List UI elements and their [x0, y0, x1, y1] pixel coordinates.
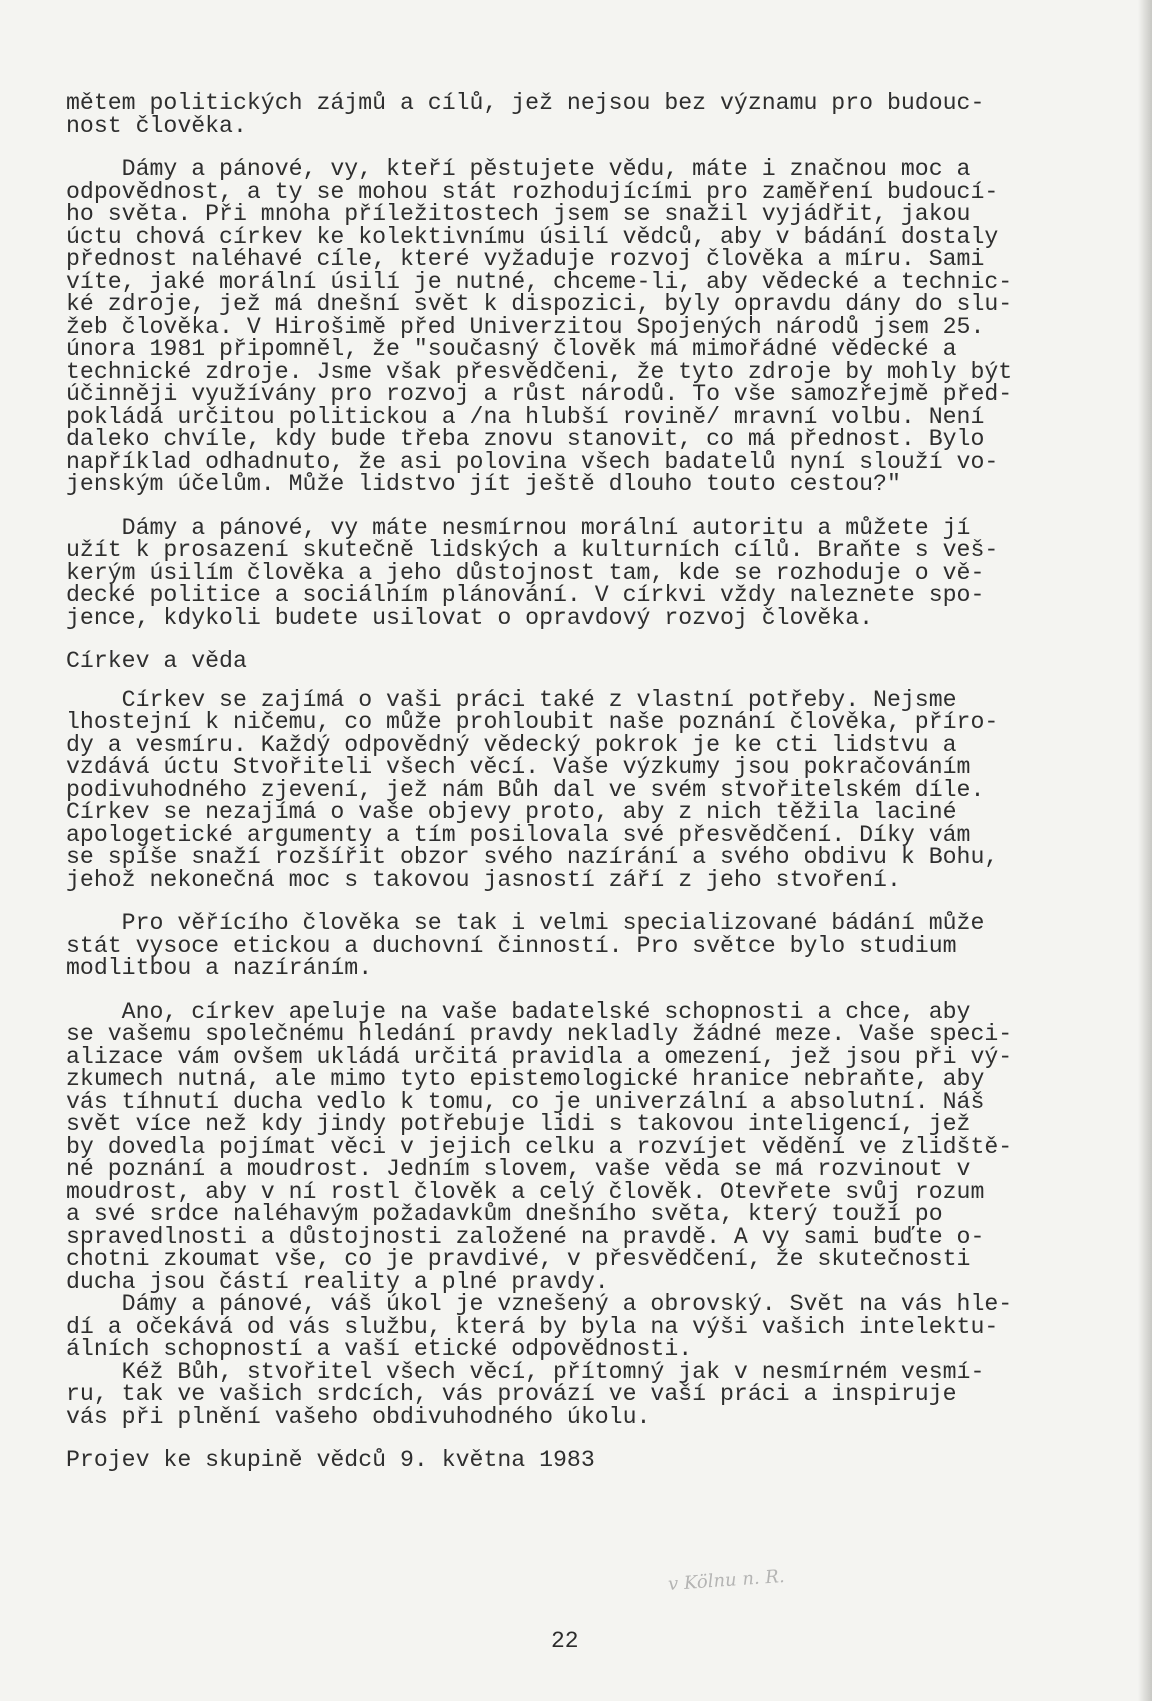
paragraph — [66, 92, 1106, 137]
text-line: stát vysoce etickou a duchovní činností. Pro světce bylo studium — [66, 932, 957, 959]
paragraph — [66, 158, 1106, 496]
paragraph-spacer — [66, 1428, 1106, 1449]
text-line: jenským účelům. Může lidstvo jít ještě dlouho touto cestou?" — [66, 471, 901, 497]
handwritten-annotation: v Kölnu n. R. — [667, 1565, 786, 1596]
text-line: vzdává úctu Stvořiteli všech věcí. Vaše výzkumy jsou pokračováním — [66, 754, 971, 780]
text-line: Církev se zajímá o vaši práci také z vlastní potřeby. Nejsme — [66, 686, 957, 713]
text-line: odpovědnost, a ty se mohou stát rozhodujícími pro zaměření budoucí- — [66, 178, 999, 205]
text-line: spravedlnosti a důstojnosti založené na pravdě. A vy sami buďte o- — [66, 1223, 985, 1250]
page-edge-shadow — [1138, 0, 1152, 1701]
text-line: álních schopností a vaší etické odpovědnosti. — [66, 1336, 693, 1362]
text-line: apologetické argumenty a tím posilovala své přesvědčení. Díky vám — [66, 821, 971, 848]
text-line: přednost naléhavé cíle, které vyžaduje rozvoj člověka a míru. Sami — [66, 246, 985, 272]
page-number: 22 — [551, 1628, 579, 1654]
paragraph-spacer — [66, 629, 1106, 650]
text-line: ru, tak ve vašich srdcích, vás provází ve vaší práci a inspiruje — [66, 1381, 957, 1407]
text-line: vás tíhnutí ducha vedlo k tomu, co je univerzální a absolutní. Náš — [66, 1088, 985, 1115]
text-line: podivuhodného zjevení, jež nám Bůh dal ve svém stvořitelském díle. — [66, 776, 985, 803]
text-line: jence, kdykoli budete usilovat o opravdový rozvoj člověka. — [66, 604, 874, 631]
paragraph — [66, 514, 1106, 631]
text-line: Dámy a pánové, vy, kteří pěstujete vědu, máte i značnou moc a — [66, 156, 971, 182]
text-line: Projev ke skupině vědců 9. května 1983 — [66, 1447, 595, 1473]
text-line: například odhadnuto, že asi polovina všech badatelů nyní slouží vo- — [66, 448, 999, 475]
paragraph-spacer — [66, 891, 1106, 912]
text-line: vás při plnění vašeho obdivuhodného úkolu. — [66, 1403, 651, 1430]
text-line: zkumech nutná, ale mimo tyto epistemologické hranice nebraňte, aby — [66, 1066, 985, 1092]
text-line: žeb člověka. V Hirošimě před Univerzitou Spojených národů jsem 25. — [66, 313, 985, 340]
text-line: února 1981 připomněl, že "současný člověk má mimořádné vědecké a — [66, 336, 957, 362]
paragraph — [66, 912, 1106, 980]
text-line: nost člověka. — [66, 112, 247, 139]
text-line: Kéž Bůh, stvořitel všech věcí, přítomný jak v nesmírném vesmí- — [66, 1358, 985, 1385]
text-line: by dovedla pojímat věci v jejich celku a rozvíjet vědění ve zlidště- — [66, 1133, 1013, 1160]
text-line: alizace vám ovšem ukládá určitá pravidla a omezení, jež jsou při vý- — [66, 1043, 1013, 1070]
text-line: né poznání a moudrost. Jedním slovem, vaše věda se má rozvinout v — [66, 1156, 971, 1182]
source-note — [66, 1449, 1106, 1472]
text-line: daleko chvíle, kdy bude třeba znovu stanovit, co má přednost. Bylo — [66, 426, 985, 452]
text-line: Církev se nezajímá o vaše objevy proto, aby z nich těžila laciné — [66, 799, 957, 825]
text-line: se vašemu společnému hledání pravdy nekladly žádné meze. Vaše speci- — [66, 1021, 1013, 1047]
text-line: chotni zkoumat vše, co je pravdivé, v přesvědčení, že skutečnosti — [66, 1246, 971, 1272]
text-line: jehož nekonečná moc s takovou jasností září z jeho stvoření. — [66, 866, 901, 893]
text-line: užít k prosazení skutečně lidských a kulturních cílů. Braňte s veš- — [66, 537, 999, 563]
text-line: dy a vesmíru. Každý odpovědný vědecký pokrok je ke cti lidstvu a — [66, 731, 957, 758]
text-line: kerým úsilím člověka a jeho důstojnost tam, kde se rozhoduje o vě- — [66, 559, 985, 586]
text-line: a své srdce naléhavým požadavkům dnešního světa, který touží po — [66, 1201, 943, 1227]
text-line: moudrost, aby v ní rostl člověk a celý člověk. Otevřete svůj rozum — [66, 1178, 985, 1205]
text-line: modlitbou a nazíráním. — [66, 955, 373, 981]
text-line: Ano, církev apeluje na vaše badatelské schopnosti a chce, aby — [66, 998, 971, 1025]
paragraph — [66, 998, 1106, 1430]
text-line: decké politice a sociálním plánování. V církvi vždy naleznete spo- — [66, 582, 985, 608]
text-line: víte, jaké morální úsilí je nutné, chceme-li, aby vědecké a technic- — [66, 268, 1013, 295]
text-line: se spíše snaží rozšířit obzor svého nazírání a svého obdivu k Bohu, — [66, 844, 999, 870]
text-line: účinněji využívány pro rozvoj a růst národů. To vše samozřejmě před- — [66, 381, 1013, 407]
text-line: ducha jsou částí reality a plné pravdy. — [66, 1268, 609, 1295]
text-line: ké zdroje, jež má dnešní svět k dispozici, byly opravdu dány do slu- — [66, 291, 1013, 317]
text-line: Církev a věda — [66, 648, 247, 674]
text-line: úctu chová církev ke kolektivnímu úsilí vědců, aby v bádání dostaly — [66, 223, 999, 250]
text-line: svět více než kdy jindy potřebuje lidi s takovou inteligencí, jež — [66, 1111, 971, 1137]
text-line: Dámy a pánové, váš úkol je vznešený a obrovský. Svět na vás hle- — [66, 1291, 1013, 1317]
document-body — [66, 92, 1106, 1472]
text-line: Dámy a pánové, vy máte nesmírnou morální autoritu a můžete jí — [66, 514, 971, 541]
paragraph-spacer — [66, 496, 1106, 517]
paragraph — [66, 686, 1106, 893]
text-line: lhostejní k ničemu, co může prohloubit naše poznání člověka, příro- — [66, 709, 999, 735]
paragraph-spacer — [66, 980, 1106, 1001]
text-line: ho světa. Při mnoha příležitostech jsem se snažil vyjádřit, jakou — [66, 201, 971, 227]
text-line: dí a očekává od vás službu, která by byla na výši vašich intelektu- — [66, 1313, 999, 1340]
text-line: Pro věřícího člověka se tak i velmi specializované bádání může — [66, 910, 985, 936]
text-line: pokládá určitou politickou a /na hlubší rovině/ mravní volbu. Není — [66, 403, 985, 430]
paragraph-spacer — [66, 137, 1106, 158]
section-heading — [66, 650, 1106, 673]
text-line: technické zdroje. Jsme však přesvědčeni, že tyto zdroje by mohly být — [66, 358, 1013, 385]
text-line: mětem politických zájmů a cílů, jež nejsou bez významu pro budouc- — [66, 90, 985, 116]
